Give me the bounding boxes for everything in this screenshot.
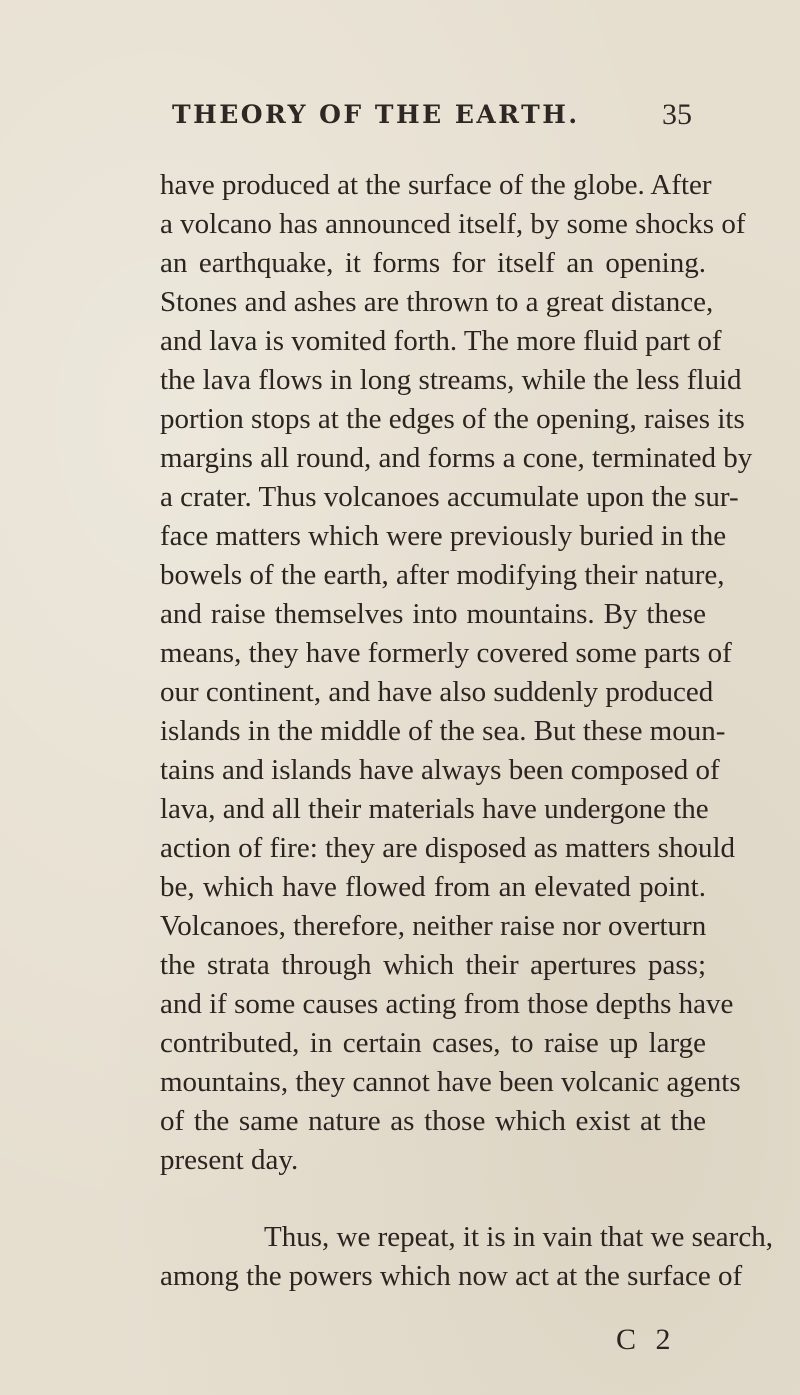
text-line: Stones and ashes are thrown to a great distance, — [160, 286, 714, 318]
text-line: Thus, we repeat, it is in vain that we search, — [264, 1221, 773, 1253]
running-title: THEORY OF THE EARTH. — [172, 100, 580, 129]
text-line: and lava is vomited forth. The more fluid part of — [160, 325, 722, 357]
paragraph-gap — [160, 1180, 706, 1218]
text-line: and if some causes acting from those depths have — [160, 988, 734, 1020]
paragraph-1 — [160, 166, 753, 1180]
page-header — [172, 100, 692, 140]
text-line: islands in the middle of the sea. But these moun- — [160, 715, 726, 747]
text-line: be, which have flowed from an elevated point. — [160, 871, 706, 903]
text-line: our continent, and have also suddenly produced — [160, 676, 714, 708]
text-line: portion stops at the edges of the opening, raises its — [160, 403, 745, 435]
text-line: the strata through which their apertures pass; — [160, 949, 706, 981]
body-text — [160, 166, 773, 1296]
text-line: means, they have formerly covered some parts of — [160, 637, 732, 669]
page-number: 35 — [662, 98, 692, 131]
text-line: lava, and all their materials have undergone the — [160, 793, 709, 825]
paragraph-2 — [160, 1218, 773, 1296]
text-line: of the same nature as those which exist at the — [160, 1105, 706, 1137]
text-line: tains and islands have always been composed of — [160, 754, 720, 786]
text-line: action of fire: they are disposed as matters should — [160, 832, 736, 864]
text-line: present day. — [160, 1144, 299, 1176]
text-line: mountains, they cannot have been volcanic agents — [160, 1066, 741, 1098]
text-line: bowels of the earth, after modifying their nature, — [160, 559, 725, 591]
text-line: Volcanoes, therefore, neither raise nor overturn — [160, 910, 707, 942]
text-line: have produced at the surface of the globe. After — [160, 169, 712, 201]
text-line: a volcano has announced itself, by some shocks of — [160, 208, 746, 240]
text-line: and raise themselves into mountains. By these — [160, 598, 706, 630]
signature-mark: C 2 — [616, 1323, 677, 1356]
text-line: among the powers which now act at the surface of — [160, 1260, 743, 1292]
text-line: margins all round, and forms a cone, terminated by — [160, 442, 753, 474]
text-line: a crater. Thus volcanoes accumulate upon the sur- — [160, 481, 739, 513]
text-line: an earthquake, it forms for itself an opening. — [160, 247, 706, 279]
text-line: face matters which were previously buried in the — [160, 520, 727, 552]
text-line: contributed, in certain cases, to raise up large — [160, 1027, 706, 1059]
text-line: the lava flows in long streams, while the less fluid — [160, 364, 742, 396]
